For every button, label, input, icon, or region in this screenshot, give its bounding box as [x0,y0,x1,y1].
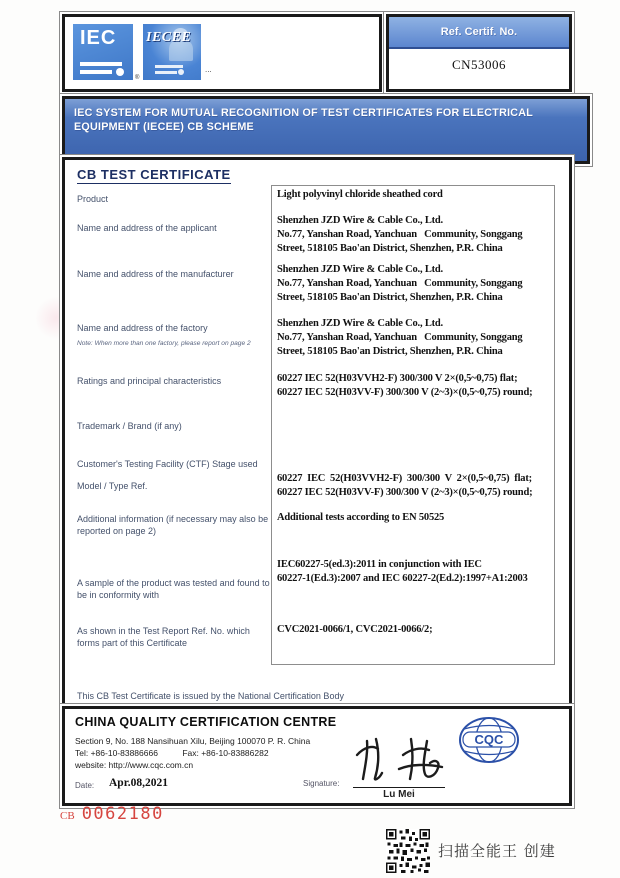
stamp-number: 0062180 [81,804,164,824]
issued-by-statement: This CB Test Certificate is issued by the National Certification Body [77,691,344,701]
label-applicant: Name and address of the applicant [77,223,217,233]
value-additional-info: Additional tests according to EN 50525 [277,512,445,523]
scheme-banner: IEC SYSTEM FOR MUTUAL RECOGNITION OF TEST CERTIFICATES FOR ELECTRICAL EQUIPMENT (IECEE) CB SCHEME [62,96,590,164]
label-additional-info: Additional information (if necessary may also be reported on page 2) [77,514,269,536]
ref-certif-label: Ref. Certif. No. [389,17,569,49]
cqc-logo-icon [457,715,521,765]
qr-code-icon [386,829,430,873]
iec-logo-text: IEC [80,27,117,49]
values-column-box [271,185,555,665]
organization-name: CHINA QUALITY CERTIFICATION CENTRE [75,715,337,729]
label-product: Product [77,194,109,204]
certificate-title: CB TEST CERTIFICATE [77,167,231,182]
label-ctf: Customer's Testing Facility (CTF) Stage used [77,459,258,469]
label-factory: Name and address of the factory [77,323,208,333]
value-applicant: Shenzhen JZD Wire & Cable Co., Ltd. No.77, Yanshan Road, Yanchuan Community, Songgang Street, 518105 Bao'an District, Shenzhen, P.R. China [277,215,523,254]
issuer-footer-box [62,706,572,806]
signature-handwriting-icon [347,733,457,785]
value-factory: Shenzhen JZD Wire & Cable Co., Ltd. No.77, Yanshan Road, Yanchuan Community, Songgang Street, 518105 Bao'an District, Shenzhen, P.R. China [277,318,523,357]
date-value: Apr.08,2021 [109,777,168,789]
signatory-name: Lu Mei [383,789,415,800]
registered-mark: ® [135,75,140,81]
value-manufacturer: Shenzhen JZD Wire & Cable Co., Ltd. No.77, Yanshan Road, Yanchuan Community, Songgang Street, 518105 Bao'an District, Shenzhen, P.R. China [277,264,523,303]
cqc-logo-text: CQC [474,732,504,747]
signature-line [353,787,445,788]
label-trademark: Trademark / Brand (if any) [77,421,182,431]
certificate-body [62,157,572,706]
factory-note: Note: When more than one factory, please report on page 2 [77,340,251,347]
value-ratings: 60227 IEC 52(H03VVH2-F) 300/300 V 2×(0,5~0,75) flat; 60227 IEC 52(H03VV-F) 300/300 V (2~3)×(0,5~0,75) round; [277,373,533,398]
label-ratings: Ratings and principal characteristics [77,376,222,386]
label-manufacturer: Name and address of the manufacturer [77,269,234,279]
stamp-prefix: CB [60,810,75,822]
dots-mark: ... [205,65,212,74]
signature-label: Signature: [303,779,340,788]
certificate-stamp [60,804,164,824]
value-test-report: CVC2021-0066/1, CVC2021-0066/2; [277,624,433,635]
tel: Tel: +86-10-83886666 [75,748,158,758]
ref-certif-box [386,14,572,92]
fax: Fax: +86-10-83886282 [182,748,269,758]
iec-logo [73,24,133,80]
tel-fax-line [75,748,291,758]
website: website: http://www.cqc.com.cn [75,760,194,770]
iecee-logo-text: IECEE [146,30,192,45]
label-conformity: A sample of the product was tested and found to be in conformity with [77,578,270,600]
label-test-report: As shown in the Test Report Ref. No. which forms part of this Certificate [77,626,250,648]
date-label: Date: [75,781,95,790]
value-model: 60227 IEC 52(H03VVH2-F) 300/300 V 2×(0,5~0,75) flat; 60227 IEC 52(H03VV-F) 300/300 V (2~3)×(0,5~0,75) round; [277,473,533,498]
label-model: Model / Type Ref. [77,481,148,491]
value-conformity: IEC60227-5(ed.3):2011 in conjunction with IEC 60227-1(Ed.3):2007 and IEC 60227-2(Ed.2):1997+A1:2003 [277,559,528,584]
header-logo-box [62,14,382,92]
scanner-watermark-text: 扫描全能王 创建 [438,842,556,860]
iecee-logo [143,24,201,80]
ref-certif-number: CN53006 [451,57,507,72]
value-product: Light polyvinyl chloride sheathed cord [277,189,443,200]
organization-address: Section 9, No. 188 Nansihuan Xilu, Beijing 100070 P. R. China [75,736,311,746]
